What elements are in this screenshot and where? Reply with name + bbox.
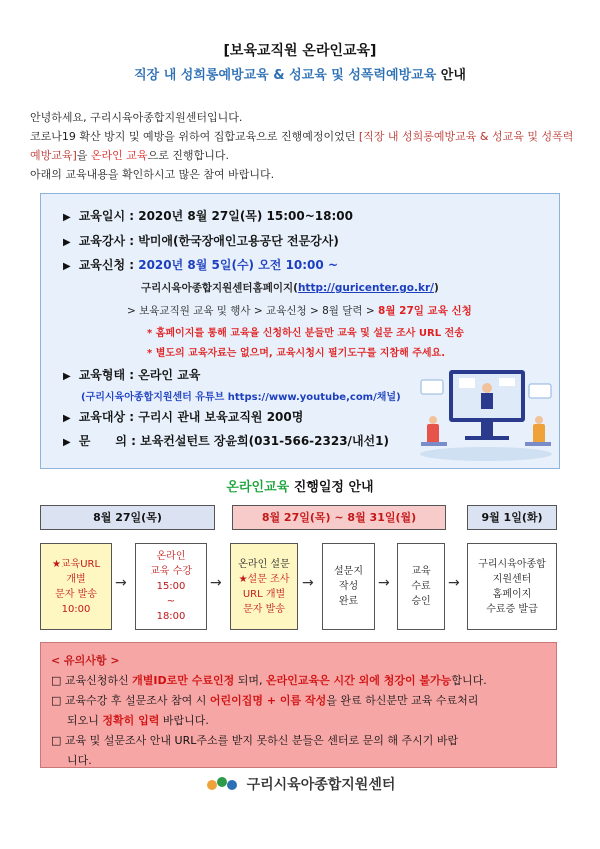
homepage-link[interactable]: http://guricenter.go.kr/ — [297, 282, 434, 294]
step-completion-approval — [397, 543, 445, 630]
notice-text: 교육수강 후 설문조사 참여 시 — [61, 694, 210, 707]
notice-text: 을 완료 하신분만 교육 수료처리 — [326, 694, 479, 707]
intro-online: 온라인 교육 — [90, 149, 148, 162]
step-line: 15:00 — [156, 581, 186, 592]
notice-text: 교육 및 설문조사 안내 URL주소를 받지 못하신 분들은 센터로 문의 해 주시기 바랍 — [61, 734, 459, 747]
instructor-label: 교육강사 : — [78, 234, 139, 248]
intro-highlight: [직장 내 성희롱예방교육 & 성교육 및 성폭력예방교육] — [30, 130, 574, 162]
step-line: 홈페이지 — [492, 588, 532, 600]
center-logo-icon — [205, 773, 239, 795]
step-line: 교육 수강 — [150, 566, 192, 577]
format-label: 교육형태 : — [78, 368, 139, 382]
info-date — [63, 207, 353, 224]
step-line: 수료 — [411, 581, 431, 592]
step-survey-send — [230, 543, 298, 630]
notice-item-3-cont: 니다. — [67, 754, 92, 767]
info-target — [63, 408, 303, 425]
step-line: 10:00 — [61, 603, 91, 615]
notice-highlight: 어린이집명 + 이름 작성 — [209, 694, 327, 707]
format-value: 온라인 교육 — [138, 368, 201, 382]
step-line: 온라인 — [156, 551, 186, 562]
apply-label: 교육신청 : — [78, 258, 139, 272]
step-line: 수료증 발급 — [486, 603, 538, 615]
notice-highlight: 온라인교육은 시간 외에 청강이 불가능 — [265, 674, 452, 687]
notice-highlight: 정확히 입력 — [102, 714, 160, 727]
arrow-icon: → — [302, 575, 314, 591]
step-line: 구리시육아종합 — [478, 558, 546, 570]
org-name: 구리시육아종합지원센터 — [246, 777, 396, 793]
notice-text: 교육신청하신 — [61, 674, 133, 687]
step-line: 문자 발송 — [243, 603, 285, 615]
bullet-icon: ▶ — [63, 437, 71, 448]
step-survey-complete — [322, 543, 375, 630]
bullet-icon: ▶ — [63, 212, 71, 223]
bullet-icon: ▶ — [63, 261, 71, 272]
arrow-icon: → — [378, 575, 390, 591]
apply-site — [141, 280, 439, 295]
bullet-icon: ▶ — [63, 371, 71, 382]
checkbox-icon: □ — [51, 734, 62, 747]
apply-value: 2020년 8월 5일(수) 오전 10:00 ~ — [138, 258, 338, 272]
target-label: 교육대상 : — [78, 410, 139, 424]
online-lecture-illustration — [419, 364, 553, 462]
note-1: * 홈페이지를 통해 교육을 신청하신 분들만 교육 및 설문 조사 URL 전송 — [147, 328, 464, 339]
intro-paragraph — [30, 108, 575, 184]
notice-item-3 — [51, 731, 546, 751]
schedule-title-green: 온라인교육 — [226, 480, 290, 495]
intro-line-2 — [30, 127, 575, 165]
step-line: 개별 — [66, 573, 86, 585]
intro-line-1: 안녕하세요, 구리시육아종합지원센터입니다. — [30, 111, 243, 124]
intro-text: 으로 진행합니다. — [147, 149, 229, 162]
apply-path-text: > 보육교직원 교육 및 행사 > 교육신청 > 8월 달력 > — [127, 305, 379, 317]
intro-line-3: 아래의 교육내용을 확인하시고 많은 참여 바랍니다. — [30, 168, 275, 181]
note-2: * 별도의 교육자료는 없으며, 교육시청시 필기도구를 지참해 주세요. — [147, 348, 446, 359]
step-line: 설문지 — [334, 566, 363, 577]
step-line: 18:00 — [156, 611, 186, 622]
schedule-title-rest: 진행일정 안내 — [289, 480, 374, 495]
step-line: URL 개별 — [242, 588, 286, 600]
bullet-icon: ▶ — [63, 413, 71, 424]
footer — [0, 772, 600, 796]
step-line: 지원센터 — [492, 573, 532, 585]
arrow-icon: → — [210, 575, 222, 591]
step-certificate-issue — [467, 543, 557, 630]
schedule-title — [0, 476, 600, 495]
date-label: 교육일시 : — [78, 209, 139, 223]
date-header-1: 8월 27일(목) — [40, 505, 215, 530]
step-line: 승인 — [411, 596, 431, 607]
subtitle-blue: 직장 내 성희롱예방교육 & 성교육 및 성폭력예방교육 — [134, 68, 437, 83]
notice-text: 되오니 — [67, 714, 103, 727]
step-online-course — [135, 543, 207, 630]
checkbox-icon: □ — [51, 694, 62, 707]
info-format — [63, 366, 200, 383]
notice-item-1 — [51, 671, 546, 691]
notice-item-2 — [51, 691, 546, 711]
instructor-value: 박미애(한국장애인고용공단 전문강사) — [138, 234, 339, 248]
step-line: ★설문 조사 — [238, 573, 290, 585]
arrow-icon: → — [448, 575, 460, 591]
subtitle-dark: 안내 — [436, 68, 466, 83]
info-instructor — [63, 232, 339, 249]
notice-heading: < 유의사항 > — [51, 654, 120, 667]
contact-value: 보육컨설턴트 장윤희(031-566-2323/내선1) — [140, 434, 389, 448]
notice-text: 되며, — [234, 674, 266, 687]
step-line: 문자 발송 — [55, 588, 97, 600]
step-line: ★교육URL — [51, 558, 101, 570]
info-box — [40, 193, 560, 469]
step-line: 교육 — [411, 566, 431, 577]
notice-box — [40, 642, 557, 768]
apply-site-end: ) — [433, 282, 439, 294]
notice-text: 합니다. — [451, 674, 487, 687]
page-subtitle — [0, 64, 600, 83]
info-apply — [63, 256, 338, 273]
intro-text: 코로나19 확산 방지 및 예방을 위하여 집합교육으로 진행예정이었던 — [30, 130, 359, 143]
apply-site-text: 구리시육아종합지원센터홈페이지( — [141, 282, 298, 294]
info-contact — [63, 432, 389, 449]
notice-text: 바랍니다. — [159, 714, 209, 727]
contact-label: 문 의 : — [78, 434, 141, 448]
intro-text: 을 — [76, 149, 91, 162]
date-value: 2020년 8월 27일(목) 15:00~18:00 — [138, 209, 354, 223]
step-line: 작성 — [338, 581, 359, 592]
arrow-icon: → — [115, 575, 127, 591]
checkbox-icon: □ — [51, 674, 62, 687]
step-line: 온라인 설문 — [238, 558, 290, 570]
page-title: [보육교직원 온라인교육] — [223, 43, 377, 59]
step-line: ~ — [166, 596, 176, 607]
notice-highlight: 개별ID로만 수료인정 — [132, 674, 235, 687]
apply-path — [127, 303, 472, 318]
step-line: 완료 — [338, 596, 359, 607]
youtube-info: (구리시육아종합지원센터 유튜브 https://www.youtube,com/채널) — [81, 392, 401, 403]
apply-path-highlight: 8월 27일 교육 신청 — [378, 305, 472, 317]
bullet-icon: ▶ — [63, 237, 71, 248]
step-url-send — [40, 543, 112, 630]
date-header-3: 9월 1일(화) — [467, 505, 557, 530]
notice-item-2-cont — [51, 711, 546, 731]
date-header-2: 8월 27일(목) ~ 8월 31일(월) — [232, 505, 446, 530]
target-value: 구리시 관내 보육교직원 200명 — [138, 410, 304, 424]
